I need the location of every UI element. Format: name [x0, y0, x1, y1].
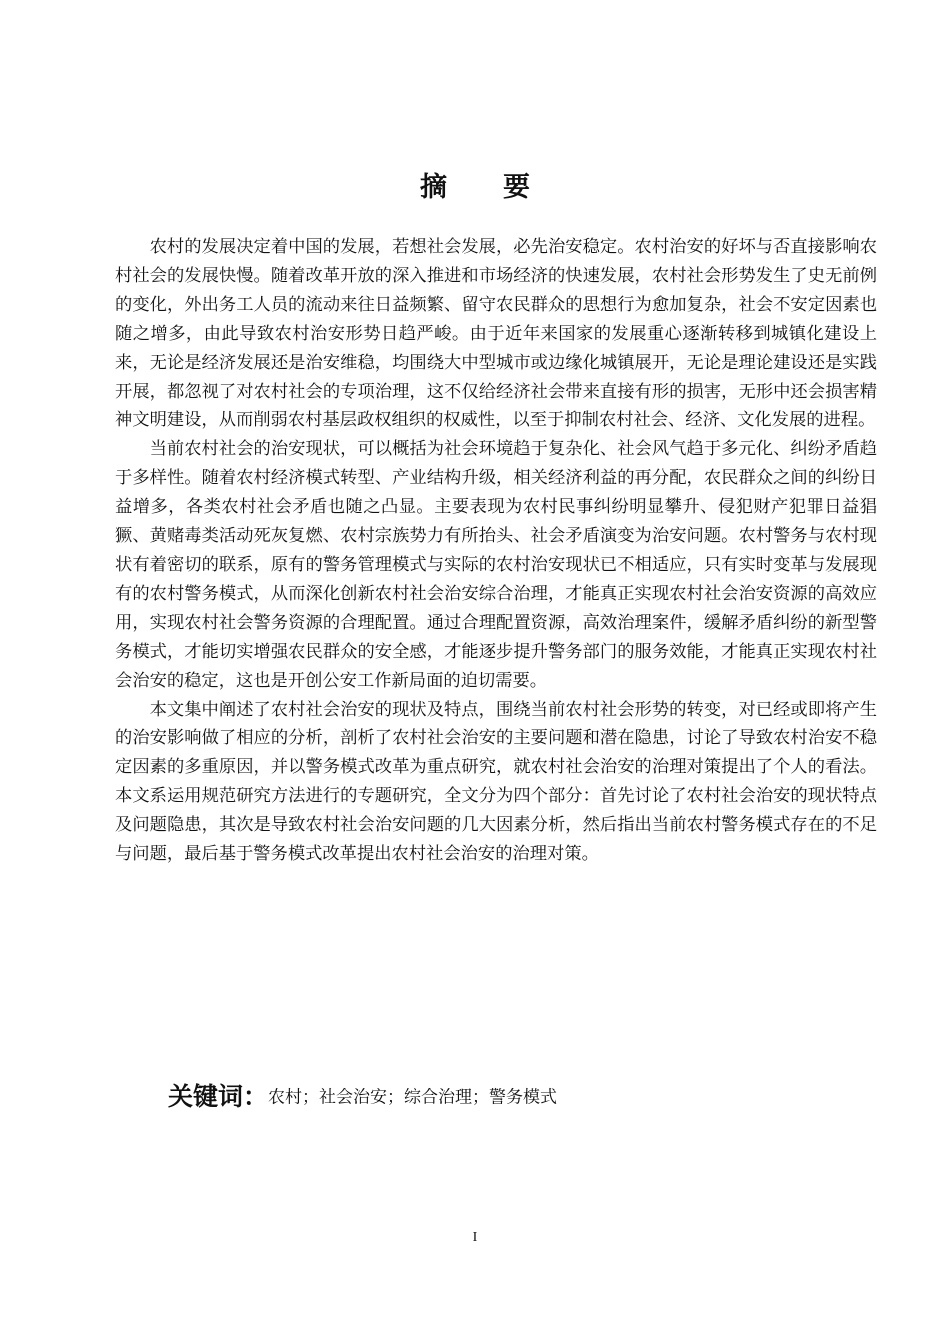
keywords-value: 农村；社会治安；综合治理；警务模式: [268, 1087, 558, 1108]
keywords-label: 关键词：: [168, 1082, 269, 1111]
page-title: 摘要: [420, 172, 586, 203]
abstract-body: [115, 233, 877, 869]
keywords-line: [168, 1077, 868, 1113]
abstract-paragraph-3: 本文集中阐述了农村社会治安的现状及特点，围绕当前农村社会形势的转变，对已经或即将产生的治安影响做了相应的分析，剖析了农村社会治安的主要问题和潜在隐患，讨论了导致农村治安不稳定因素的多重原因，并以警务模式改革为重点研究，就农村社会治安的治理对策提出了个人的看法。本文系运用规范研究方法进行的专题研究，全文分为四个部分：首先讨论了农村社会治安的现状特点及问题隐患，其次是导致农村社会治安问题的几大因素分析，然后指出当前农村警务模式存在的不足与问题，最后基于警务模式改革提出农村社会治安的治理对策。: [115, 699, 877, 865]
abstract-paragraph-2: 当前农村社会的治安现状，可以概括为社会环境趋于复杂化、社会风气趋于多元化、纠纷矛盾趋于多样性。随着农村经济模式转型、产业结构升级，相关经济利益的再分配，农民群众之间的纠纷日益增多，各类农村社会矛盾也随之凸显。主要表现为农村民事纠纷明显攀升、侵犯财产犯罪日益猖獗、黄赌毒类活动死灰复燃、农村宗族势力有所抬头、社会矛盾演变为治安问题。农村警务与农村现状有着密切的联系，原有的警务管理模式与实际的农村治安现状已不相适应，只有实时变革与发展现有的农村警务模式，从而深化创新农村社会治安综合治理，才能真正实现农村社会治安资源的高效应用，实现农村社会警务资源的合理配置。通过合理配置资源，高效治理案件，缓解矛盾纠纷的新型警务模式，才能切实增强农民群众的安全感，才能逐步提升警务部门的服务效能，才能真正实现农村社会治安的稳定，这也是开创公安工作新局面的迫切需要。: [115, 439, 877, 691]
abstract-paragraph-1: 农村的发展决定着中国的发展，若想社会发展，必先治安稳定。农村治安的好坏与否直接影响农村社会的发展快慢。随着改革开放的深入推进和市场经济的快速发展，农村社会形势发生了史无前例的变化，外出务工人员的流动来往日益频繁、留守农民群众的思想行为愈加复杂，社会不安定因素也随之增多，由此导致农村治安形势日趋严峻。由于近年来国家的发展重心逐渐转移到城镇化建设上来，无论是经济发展还是治安维稳，均围绕大中型城市或边缘化城镇展开，无论是理论建设还是实践开展，都忽视了对农村社会的专项治理，这不仅给经济社会带来直接有形的损害，无形中还会损害精神文明建设，从而削弱农村基层政权组织的权威性，以至于抑制农村社会、经济、文化发展的进程。: [115, 237, 877, 431]
page-number: I: [472, 1230, 478, 1245]
